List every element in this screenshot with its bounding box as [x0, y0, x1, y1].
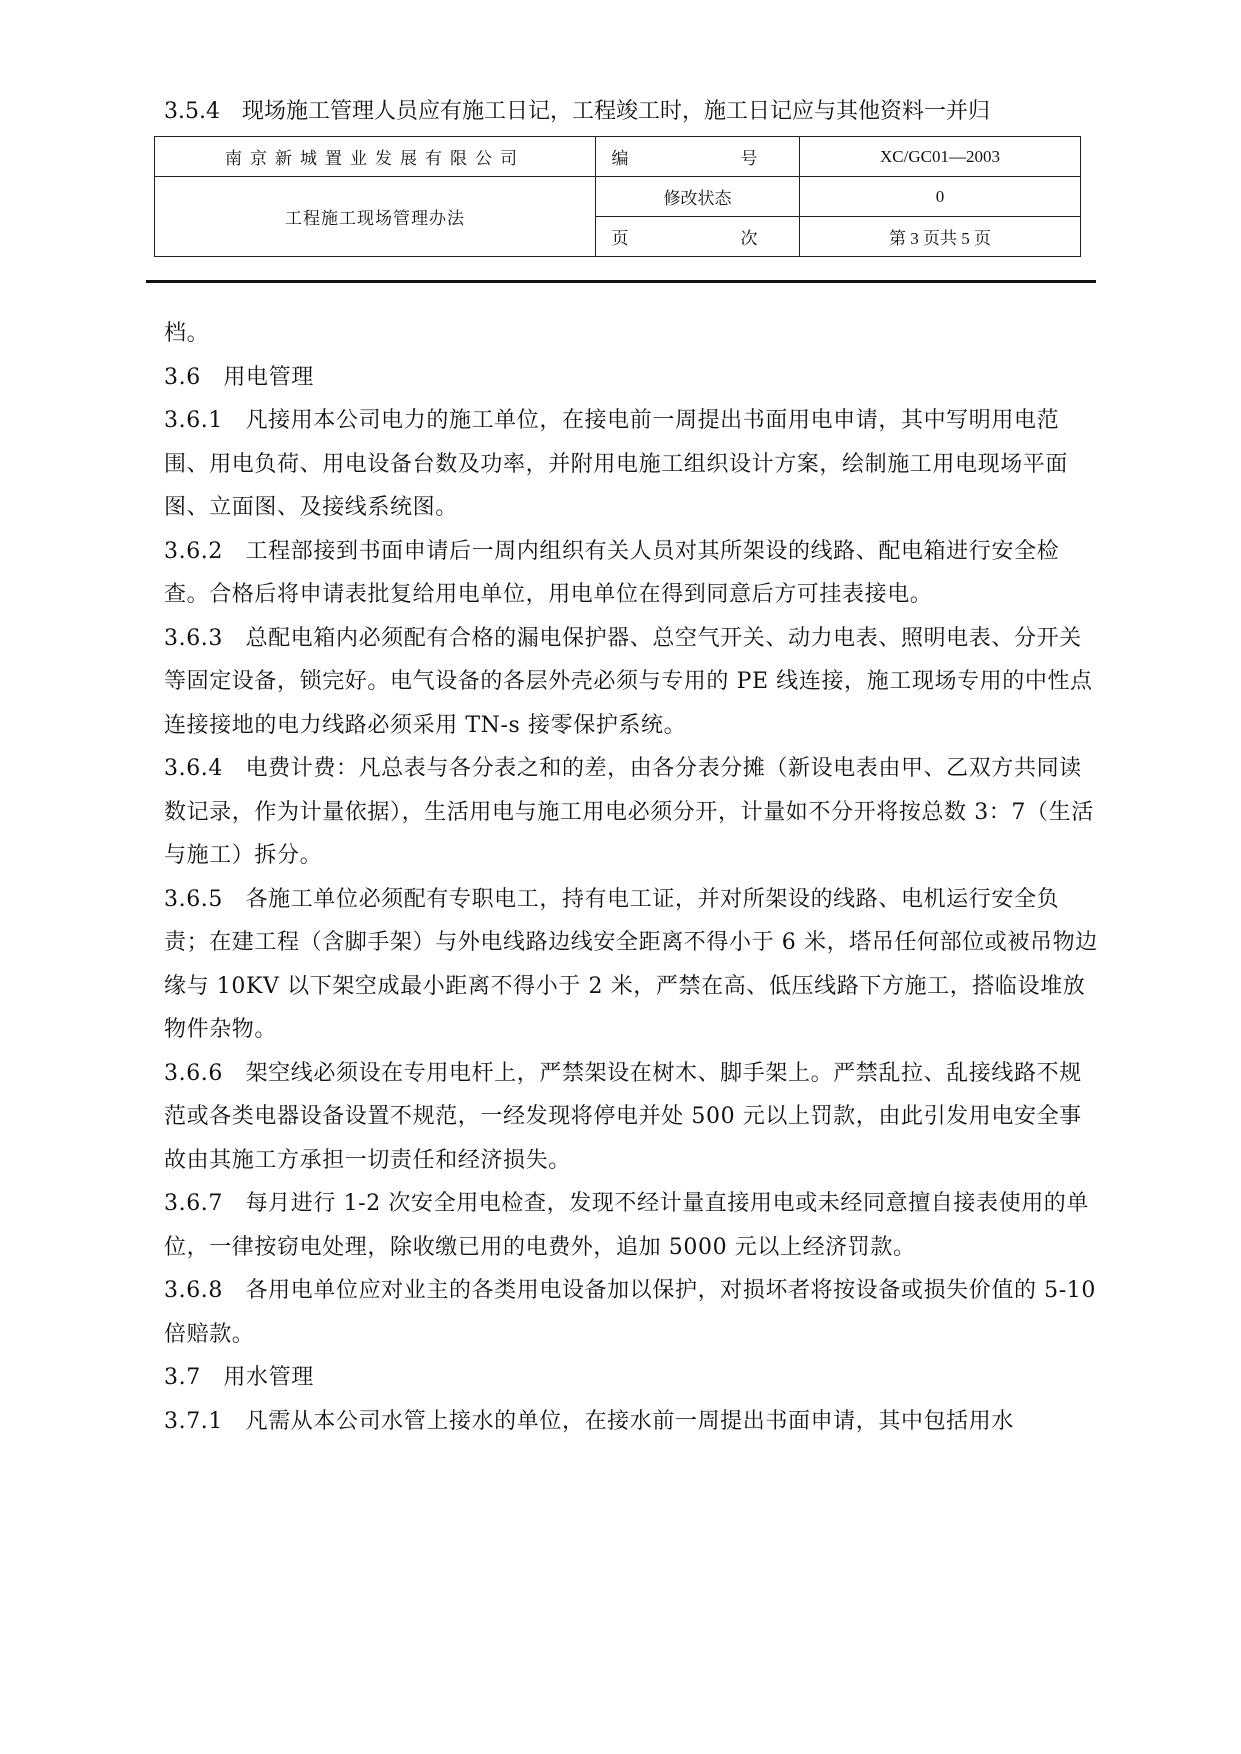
paragraph: 3.6.1 凡接用本公司电力的施工单位，在接电前一周提出书面用电申请，其中写明用电范围、用电负荷、用电设备台数及功率，并附用电施工组织设计方案，绘制施工用电现场平面图、立面图、及接线系统图。	[164, 408, 1069, 520]
paragraph: 档。	[164, 321, 210, 346]
section-heading: 3.7 用水管理	[164, 1365, 314, 1390]
number-value: XC/GC01—2003	[800, 137, 1081, 177]
document-title: 工程施工现场管理办法	[155, 177, 596, 257]
page-value: 第 3 页共 5 页	[800, 217, 1081, 257]
paragraph: 3.7.1 凡需从本公司水管上接水的单位，在接水前一周提出书面申请，其中包括用水	[164, 1408, 1014, 1434]
paragraph: 3.6.2 工程部接到书面申请后一周内组织有关人员对其所架设的线路、配电箱进行安全检查。合格后将申请表批复给用电单位，用电单位在得到同意后方可挂表接电。	[164, 538, 1060, 607]
section-heading: 3.6 用电管理	[164, 364, 314, 390]
document-body	[164, 312, 1104, 1443]
paragraph: 3.6.7 每月进行 1-2 次安全用电检查，发现不经计量直接用电或未经同意擅自接表使用的单位，一律按窃电处理，除收缴已用的电费外，追加 5000 元以上经济罚款。	[164, 1191, 1089, 1260]
paragraph: 3.6.5 各施工单位必须配有专职电工，持有电工证，并对所架设的线路、电机运行安全负责；在建工程（含脚手架）与外电线路边线安全距离不得小于 6 米，塔吊任何部位或被吊物边缘与 10KV 以下架空成最小距离不得小于 2 米，严禁在高、低压线路下方施工，搭临设堆放物件杂物。	[164, 886, 1098, 1042]
paragraph: 3.6.4 电费计费：凡总表与各分表之和的差，由各分表分摊（新设电表由甲、乙双方共同读数记录，作为计量依据），生活用电与施工用电必须分开，计量如不分开将按总数 3：7（生活与施工）拆分。	[164, 756, 1094, 868]
header-divider	[146, 280, 1096, 283]
paragraph: 3.6.8 各用电单位应对业主的各类用电设备加以保护，对损坏者将按设备或损失价值的 5-10 倍赔款。	[164, 1278, 1096, 1347]
document-header-table	[154, 136, 1081, 257]
paragraph: 3.6.3 总配电箱内必须配有合格的漏电保护器、总空气开关、动力电表、照明电表、分开关等固定设备，锁完好。电气设备的各层外壳必须与专用的 PE 线连接，施工现场专用的中性点连接接地的电力线路必须采用 TN-s 接零保护系统。	[164, 625, 1093, 738]
number-label: 编 号	[596, 137, 800, 177]
carryover-line: 3.5.4 现场施工管理人员应有施工日记，工程竣工时，施工日记应与其他资料一并归	[164, 99, 990, 124]
company-name: 南京新城置业发展有限公司	[155, 137, 596, 177]
paragraph: 3.6.6 架空线必须设在专用电杆上，严禁架设在树木、脚手架上。严禁乱拉、乱接线路不规范或各类电器设备设置不规范，一经发现将停电并处 500 元以上罚款，由此引发用电安全事故由其施工方承担一切责任和经济损失。	[164, 1060, 1082, 1173]
revision-value: 0	[800, 177, 1081, 217]
page-label: 页 次	[596, 217, 800, 257]
revision-label: 修改状态	[596, 177, 800, 217]
